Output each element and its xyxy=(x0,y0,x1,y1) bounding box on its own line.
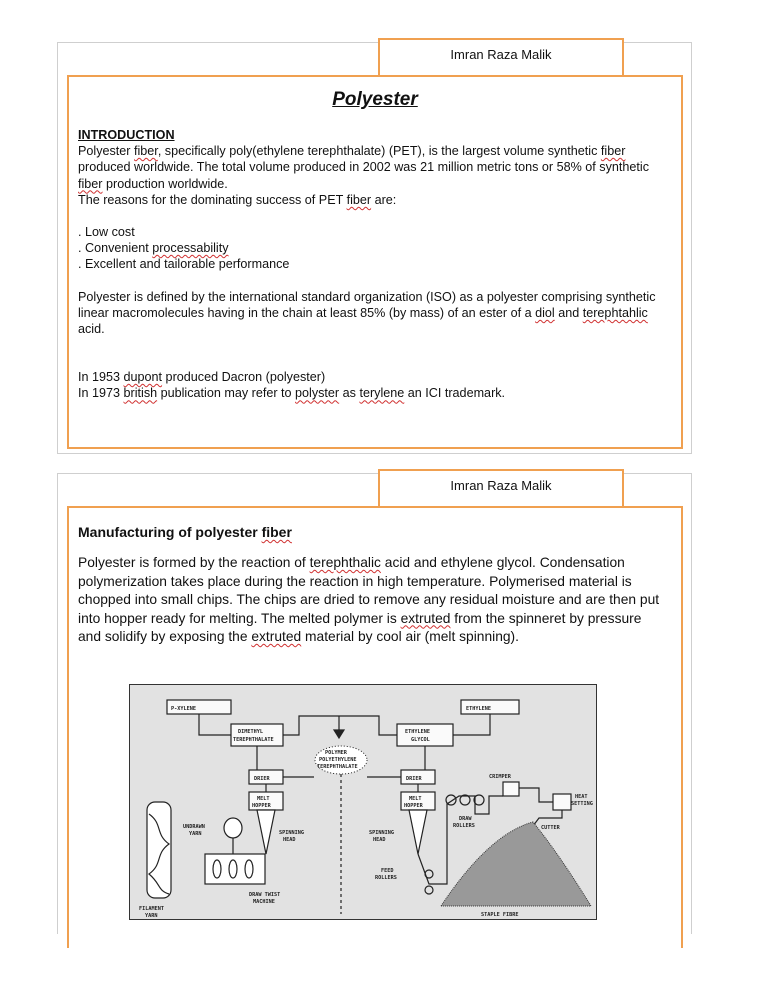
page-one xyxy=(57,42,692,454)
crimper-label: CRIMPER xyxy=(489,774,511,780)
reason-item: . Excellent and tailorable performance xyxy=(78,257,290,272)
spellcheck-word: fiber xyxy=(346,192,372,207)
draw-rollers-label: ROLLERS xyxy=(453,823,475,829)
feed-rollers-label: ROLLERS xyxy=(375,875,397,881)
spellcheck-word: extruted xyxy=(400,610,451,626)
author-name: Imran Raza Malik xyxy=(450,47,552,62)
hopper-label: HOPPER xyxy=(252,803,271,809)
intro-paragraph: Polyester fiber, specifically poly(ethylene terephthalate) (PET), is the largest volume synthetic fiber produced worldwide. The total volume produced in 2002 was 21 million metric tons or 58% of synthetic fiber production worldwide. xyxy=(78,144,649,191)
reason-item: . Convenient processability xyxy=(78,241,229,256)
page-content xyxy=(69,127,681,402)
hopper-label: HOPPER xyxy=(404,803,423,809)
spellcheck-word: fiber xyxy=(261,524,292,540)
spinning-head-label: SPINNING xyxy=(279,830,304,836)
spellcheck-word: diol xyxy=(535,305,555,320)
manufacturing-paragraph: Polyester is formed by the reaction of terephthalic acid and ethylene glycol. Condensation polymerization takes place during the reaction in high temperature. Polymerised material is chopped into small chips. The chips are dried to remove any residual moisture and are then put into hopper ready for melting. The melted polymer is extruted from the spinneret by pressure and solidify by exposing the extruted material by cool air (melt spinning). xyxy=(78,555,660,645)
dimethyl-label: DIMETHYL xyxy=(238,729,263,735)
author-tab xyxy=(378,38,624,76)
staple-fibre-label: STAPLE FIBRE xyxy=(481,912,519,918)
reason-item: . Low cost xyxy=(78,225,135,240)
cutter-label: CUTTER xyxy=(541,825,560,831)
filament-yarn-label: YARN xyxy=(145,913,158,919)
author-tab xyxy=(378,469,624,507)
spellcheck-word: processability xyxy=(152,241,229,256)
spellcheck-word: extruted xyxy=(251,629,302,645)
undrawn-yarn-label: UNDRAWN xyxy=(183,824,205,830)
spellcheck-word: terephthalic xyxy=(309,555,381,571)
polymer-label: TEREPHTHALATE xyxy=(317,764,358,770)
spinning-head-label: HEAD xyxy=(283,837,296,843)
spinning-head-label: HEAD xyxy=(373,837,386,843)
draw-twist-label: DRAW TWIST xyxy=(249,892,281,898)
page-title: Polyester xyxy=(332,89,418,110)
polymer-label: POLYMER xyxy=(325,750,347,756)
spellcheck-word: terylene xyxy=(359,386,405,401)
draw-twist-label: MACHINE xyxy=(253,899,275,905)
spinning-head-label: SPINNING xyxy=(369,830,394,836)
dimethyl-label: TEREPHTHALATE xyxy=(233,737,274,743)
spellcheck-word: dupont xyxy=(123,370,163,385)
content-box xyxy=(67,75,683,449)
section-heading: INTRODUCTION xyxy=(78,128,175,142)
definition-paragraph: Polyester is defined by the international standard organization (ISO) as a polyester comprising synthetic linear macromolecules having in the chain at least 85% (by mass) of an ester of a diol and terephtahlic acid. xyxy=(78,289,656,337)
drier-label: DRIER xyxy=(254,776,270,782)
heat-setting-box xyxy=(553,794,571,810)
spellcheck-word: terephtahlic xyxy=(582,305,648,320)
manufacturing-process-diagram xyxy=(129,684,597,920)
history-line: In 1953 dupont produced Dacron (polyester) xyxy=(78,370,326,385)
polymer-label: POLYETHYLENE xyxy=(319,757,357,763)
spellcheck-word: fiber xyxy=(78,176,103,191)
author-name: Imran Raza Malik xyxy=(450,478,552,493)
spellcheck-word: fiber xyxy=(134,144,158,159)
crimper-box xyxy=(503,782,519,796)
hopper-label: MELT xyxy=(257,796,270,802)
drier-label: DRIER xyxy=(406,776,422,782)
feed-rollers-label: FEED xyxy=(381,868,394,874)
page-two xyxy=(57,473,692,934)
draw-rollers-label: DRAW xyxy=(459,816,472,822)
spellcheck-word: polyster xyxy=(295,386,340,401)
heat-setting-label: SETTING xyxy=(571,801,593,807)
content-box xyxy=(67,506,683,948)
glycol-label: ETHYLENE xyxy=(405,729,430,735)
section-heading: Manufacturing of polyester fiber xyxy=(78,524,292,540)
spellcheck-word: fiber xyxy=(600,144,626,159)
undrawn-yarn-label: YARN xyxy=(189,831,202,837)
reasons-intro: The reasons for the dominating success of PET fiber are: xyxy=(78,192,397,207)
p-xylene-label: P-XYLENE xyxy=(171,706,196,712)
hopper-label: MELT xyxy=(409,796,422,802)
filament-yarn-label: FILAMENT xyxy=(139,906,164,912)
spellcheck-word: british xyxy=(123,386,158,401)
page-content xyxy=(69,524,681,647)
heat-setting-label: HEAT xyxy=(575,794,588,800)
glycol-label: GLYCOL xyxy=(411,737,430,743)
history-line: In 1973 british publication may refer to polyster as terylene an ICI trademark. xyxy=(78,386,506,401)
ethylene-label: ETHYLENE xyxy=(466,706,491,712)
